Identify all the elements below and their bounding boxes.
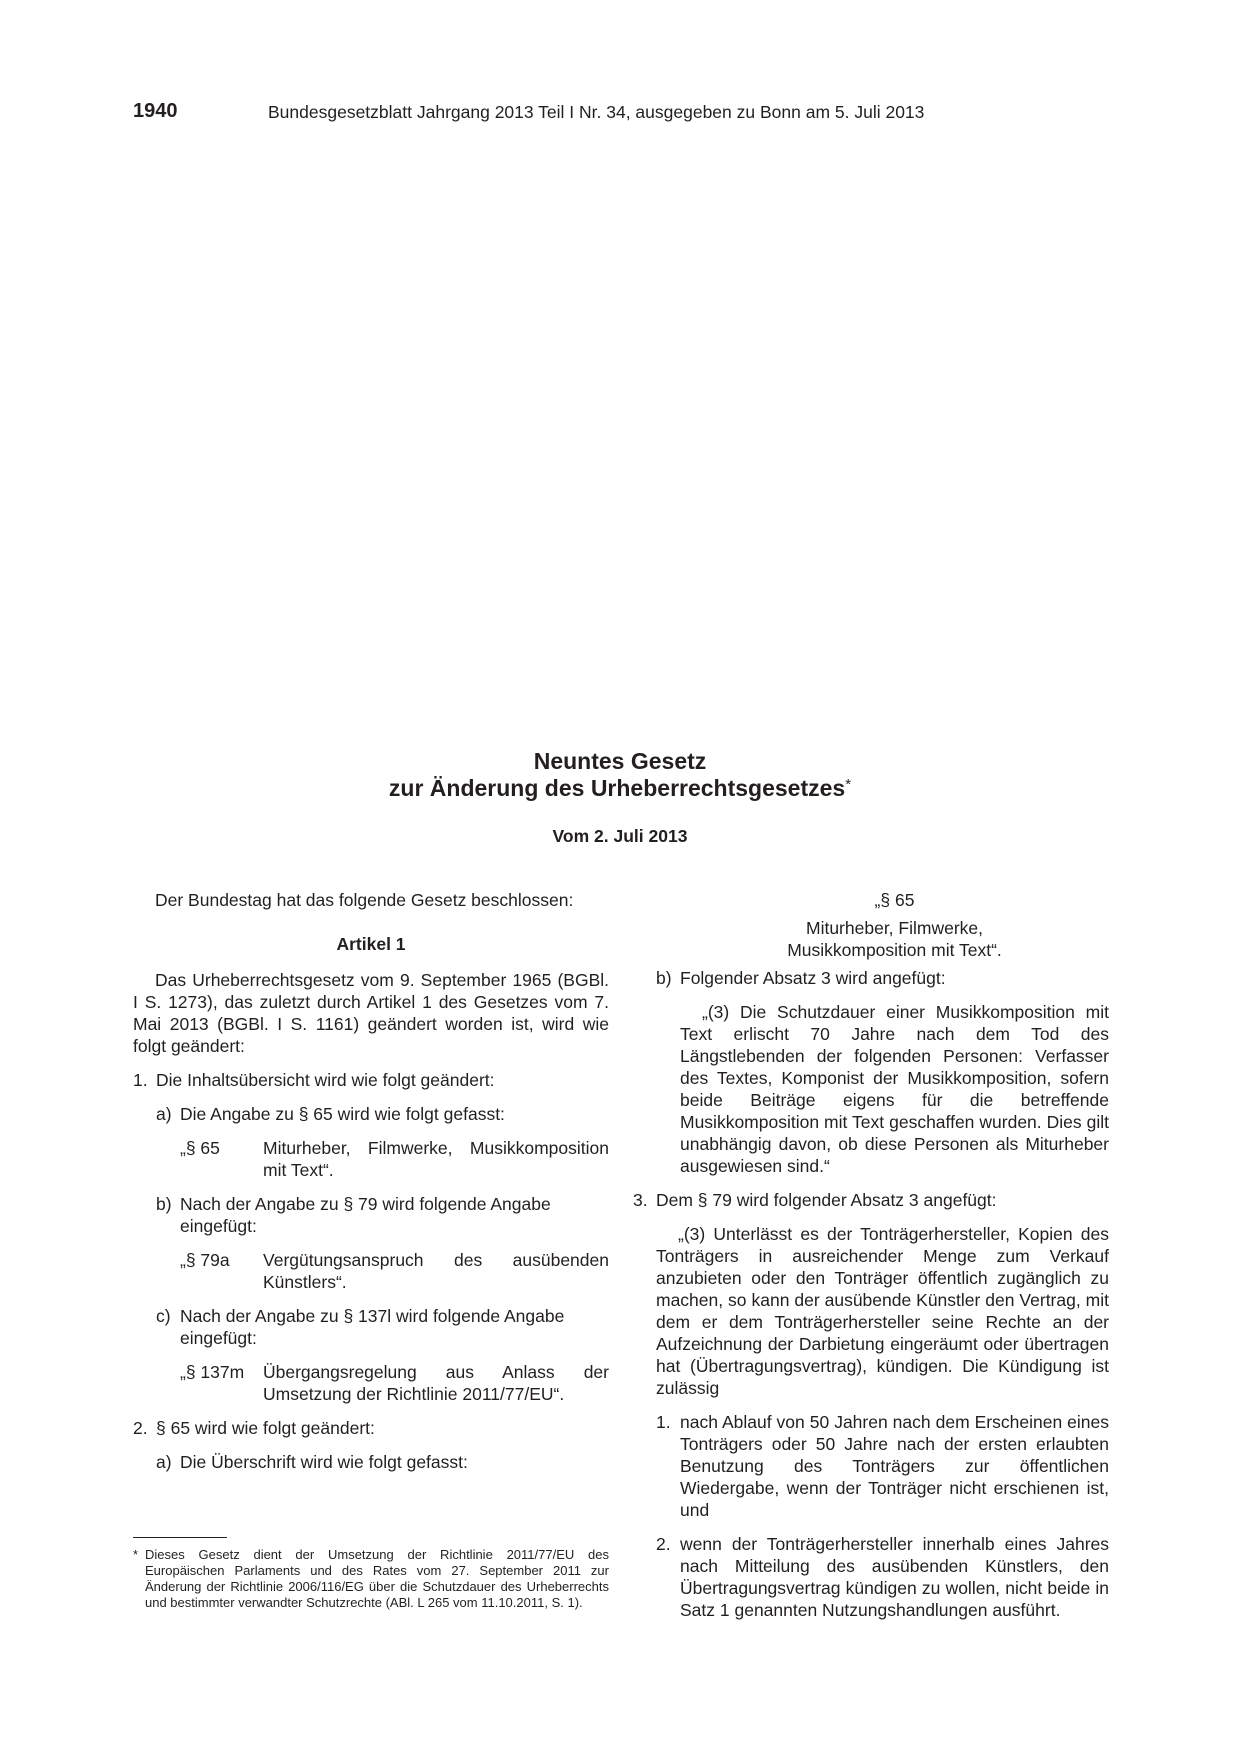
- footnote: [133, 1547, 609, 1611]
- left-column: [133, 889, 609, 1473]
- list-text: Folgender Absatz 3 wird angefügt:: [680, 968, 946, 988]
- list-letter: c): [156, 1306, 171, 1326]
- list-number: 2.: [656, 1534, 671, 1554]
- quote-paragraph-title: Übergangsregelung aus Anlass der Umsetzung der Richtlinie 2011/77/EU“.: [263, 1362, 609, 1404]
- list-number: 3.: [633, 1190, 648, 1210]
- list-item-1b: [133, 1193, 609, 1237]
- list-item-2: [133, 1417, 609, 1439]
- article-heading: Artikel 1: [336, 934, 406, 954]
- law-title-line2: [300, 775, 940, 802]
- list-letter: a): [156, 1452, 172, 1472]
- list-item-3: [633, 1189, 1109, 1211]
- running-header: Bundesgesetzblatt Jahrgang 2013 Teil I Nr. 34, ausgegeben zu Bonn am 5. Juli 2013: [268, 102, 925, 122]
- article-intro: Das Urheberrechtsgesetz vom 9. September 1965 (BGBl. I S. 1273), das zuletzt durch Artikel 1 des Gesetzes vom 7. Mai 2013 (BGBl. I S. 1161) geändert worden ist, wird wie folgt geändert:: [133, 970, 609, 1056]
- list-text: Nach der Angabe zu § 137l wird folgende Angabe eingefügt:: [180, 1306, 565, 1348]
- quote-paragraph-number: „§ 65: [180, 1138, 220, 1158]
- right-column: [633, 889, 1109, 1621]
- list-item-2b: [633, 967, 1109, 989]
- list-letter: a): [156, 1104, 172, 1124]
- quoted-absatz-3: „(3) Die Schutzdauer einer Musikkomposition mit Text erlischt 70 Jahre nach dem Tod des Längstlebenden der folgenden Personen: Verfasser des Textes, Komponist der Musikkomposition, sofern beide Beiträge eigens für die betreffende Musikkomposition mit Text geschaffen wurden. Dies gilt unabhängig davon, ob diese Personen als Miturheber ausgewiesen sind.“: [680, 1002, 1109, 1176]
- list-text: § 65 wird wie folgt geändert:: [156, 1418, 375, 1438]
- quote-paragraph-title: Miturheber, Filmwerke, Musikkomposition mit Text“.: [263, 1138, 609, 1180]
- preamble: Der Bundestag hat das folgende Gesetz beschlossen:: [155, 890, 574, 910]
- page-number: 1940: [133, 100, 178, 122]
- quote-entry-137m: [133, 1361, 609, 1405]
- list-text: wenn der Tonträgerhersteller innerhalb eines Jahres nach Mitteilung des ausübenden Künstlers, den Übertragungsvertrag kündigen zu wollen, nicht beide in Satz 1 genannten Nutzungshandlungen ausführt.: [680, 1534, 1109, 1620]
- quoted-heading-line2: Musikkomposition mit Text“.: [787, 940, 1002, 960]
- law-title-line2-text: zur Änderung des Urheberrechtsgesetzes: [388, 775, 846, 801]
- sub-item-2: [633, 1533, 1109, 1621]
- footnote-text: Dieses Gesetz dient der Umsetzung der Richtlinie 2011/77/EU des Europäischen Parlaments und des Rates vom 27. September 2011 zur Änderung der Richtlinie 2006/116/EG über die Schutzdauer des Urheberrechts und bestimmter verwandter Schutzrechte (ABl. L 265 vom 11.10.2011, S. 1).: [145, 1547, 609, 1610]
- list-number: 1.: [656, 1412, 671, 1432]
- quoted-79-absatz-3: „(3) Unterlässt es der Tonträgerhersteller, Kopien des Tonträgers in ausreichender Menge zum Verkauf anzubieten oder den Tonträger öffentlich zugänglich zu machen, so kann der ausübende Künstler den Vertrag, mit dem er dem Tonträgerhersteller seine Rechte an der Aufzeichnung der Darbietung eingeräumt oder übertragen hat (Übertragungsvertrag), kündigen. Die Kündigung ist zulässig: [656, 1224, 1109, 1398]
- quote-entry-79a: [133, 1249, 609, 1293]
- quote-paragraph-number: „§ 137m: [180, 1362, 245, 1382]
- footnote-mark: *: [133, 1547, 139, 1562]
- list-item-2a: [133, 1451, 609, 1473]
- quote-entry-65: [133, 1137, 609, 1181]
- footnote-rule: [133, 1537, 227, 1538]
- list-text: Dem § 79 wird folgender Absatz 3 angefügt:: [656, 1190, 997, 1210]
- list-letter: b): [156, 1194, 172, 1214]
- law-title-line1: [300, 748, 940, 775]
- quote-paragraph-title: Vergütungsanspruch des ausübenden Künstlers“.: [263, 1250, 609, 1292]
- law-date: Vom 2. Juli 2013: [552, 826, 688, 846]
- list-text: Die Überschrift wird wie folgt gefasst:: [180, 1452, 468, 1472]
- list-number: 1.: [133, 1070, 148, 1090]
- law-title-line1-text: Neuntes Gesetz: [533, 748, 707, 774]
- list-letter: b): [656, 968, 672, 988]
- list-item-1: [133, 1069, 609, 1091]
- quoted-heading-line1: Miturheber, Filmwerke,: [806, 918, 983, 938]
- list-text: nach Ablauf von 50 Jahren nach dem Erscheinen eines Tonträgers oder 50 Jahre nach der ersten erlaubten Benutzung des Tonträgers zur öffentlichen Wiedergabe, wenn der Tonträger nicht erschienen ist, und: [680, 1412, 1109, 1520]
- footnote-mark: *: [845, 776, 852, 793]
- list-item-1a: [133, 1103, 609, 1125]
- list-text: Die Angabe zu § 65 wird wie folgt gefasst:: [180, 1104, 505, 1124]
- list-number: 2.: [133, 1418, 148, 1438]
- list-item-1c: [133, 1305, 609, 1349]
- list-text: Die Inhaltsübersicht wird wie folgt geändert:: [156, 1070, 495, 1090]
- quoted-paragraph-number: „§ 65: [874, 890, 915, 910]
- quote-paragraph-number: „§ 79a: [180, 1250, 230, 1270]
- list-text: Nach der Angabe zu § 79 wird folgende Angabe eingefügt:: [180, 1194, 551, 1236]
- sub-item-1: [633, 1411, 1109, 1521]
